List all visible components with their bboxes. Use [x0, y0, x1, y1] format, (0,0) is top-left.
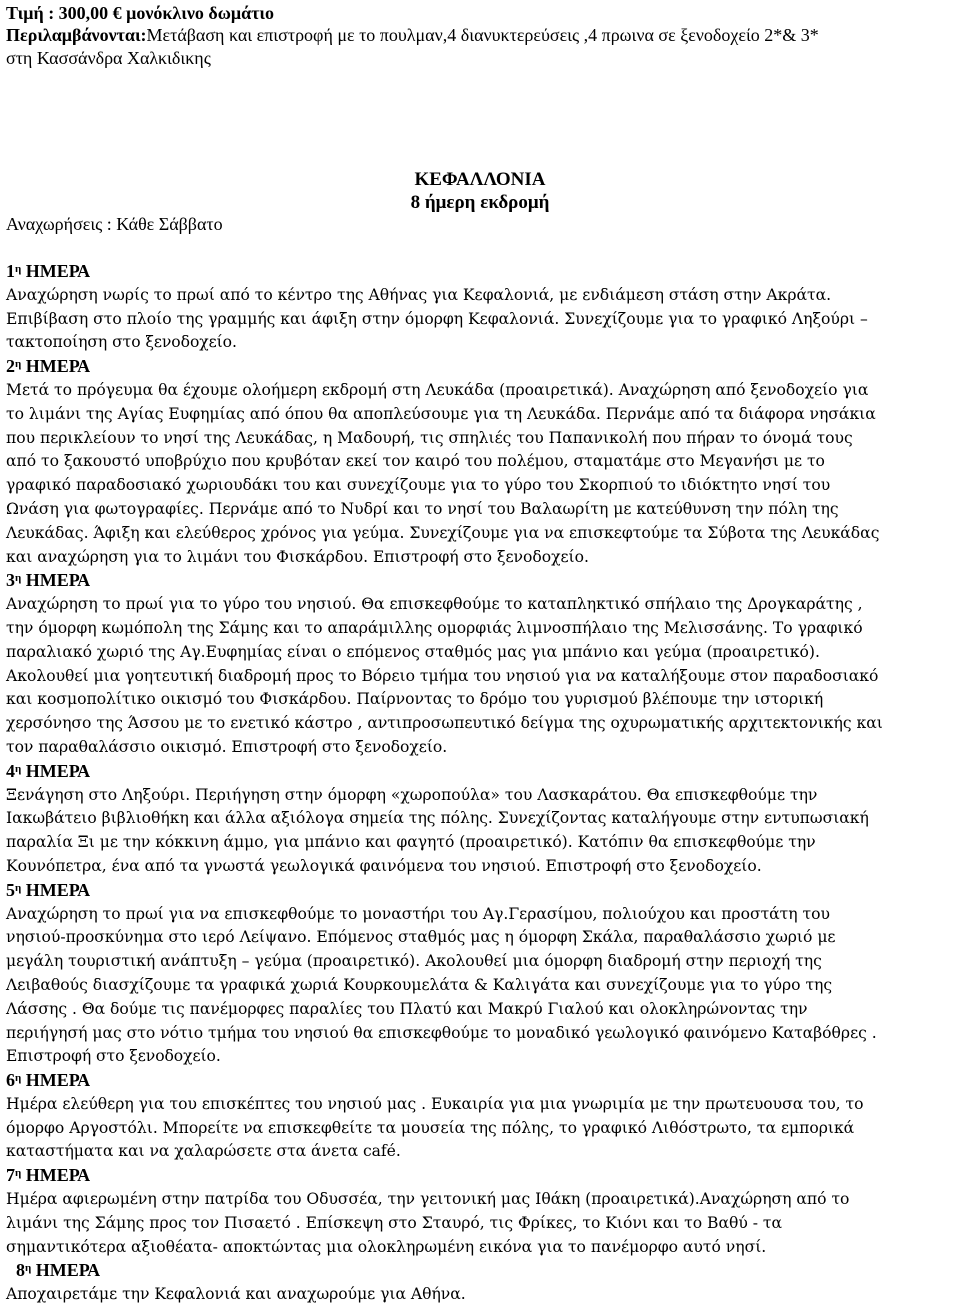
day-text-line: νησιού-προσκύνημα στο ιερό Λείψανο. Επόμενος σταθμός μας η όμορφη Σκάλα, παραθαλάσσιο χωριό με — [6, 928, 836, 947]
day-text-line: Κουνόπετρα, ένα από τα γνωστά γεωλογικά φαινόμενα του νησιού. Επιστροφή στο ξενοδοχείο. — [6, 856, 762, 875]
day-ordinal: η — [15, 762, 22, 775]
day-word: ΗΜΕΡΑ — [21, 760, 91, 781]
day-text-line: Λειβαθούς διασχίζουμε τα γραφικά χωριά Κουρκουμελάτα & Καλιγάτα και συνεχίζουμε για το γύρο της — [6, 975, 833, 994]
day-text-line: Ακολουθεί μια γοητευτική διαδρομή προς το Βόρειο τμήμα του νησιού για να καταλήξουμε στον παραδοσιακό — [6, 666, 879, 685]
day-text-line: Ωνάση για φωτογραφίες. Περνάμε από το Νυδρί και το νησί του Βαλαωρίτη με κατεύθυνση την πόλη της — [6, 499, 839, 518]
includes-line-2 — [6, 47, 211, 70]
day-word: ΗΜΕΡΑ — [31, 1260, 101, 1281]
day-ordinal: η — [25, 1262, 32, 1275]
day-word: ΗΜΕΡΑ — [21, 356, 91, 377]
day-text-line: τακτοποίηση στο ξενοδοχείο. — [6, 333, 237, 352]
day-number: 1 — [6, 261, 15, 281]
day-text-line: από το ξακουστό υποβρύχιο που κρυβόταν εκεί τον καιρό του πολέμου, σταματάμε στο Μεγανήσι με το — [6, 452, 825, 471]
day-word: ΗΜΕΡΑ — [21, 1165, 91, 1186]
day-text-line: καταστήματα και να χαλαρώσετε στα άνετα café. — [6, 1142, 401, 1161]
includes-text: Μετάβαση και επιστροφή με το πουλμαν,4 διανυκτερεύσεις ,4 πρωινα σε ξενοδοχείο 2*& 3* — [146, 25, 819, 45]
day-ordinal: η — [15, 263, 22, 275]
price-text: Τιμή : 300,00 € μονόκλινο δωμάτιο — [6, 3, 275, 23]
itinerary — [6, 260, 958, 1307]
day-text-line: παραλιακό χωριό της Αγ.Ευφημίας είναι ο επόμενος σταθμός μας για μπάνιο και γεύμα (προαιρετικό). — [6, 642, 820, 661]
day-ordinal: η — [15, 572, 22, 585]
tour-title: ΚΕΦΑΛΛΟΝΙΑ — [414, 169, 546, 190]
day-heading — [6, 260, 958, 284]
day-text-line: Επιστροφή στο ξενοδοχείο. — [6, 1047, 221, 1066]
day-text-line: Ιακωβάτειο βιβλιοθήκη και άλλα αξιόλογα σημεία της πόλης. Συνεχίζοντας καταλήγουμε στην εντυπωσιακή — [6, 809, 869, 828]
day-text-line: Λάσσης . Θα δούμε τις πανέμορφες παραλίες του Πλατύ και Μακρύ Γιαλού και ολοκληρώνοντας την — [6, 999, 808, 1018]
day-text-line: το λιμάνι της Αγίας Ευφημίας από όπου θα αποπλεύσουμε για τη Λευκάδα. Περνάμε από τα διάφορα νησάκια — [6, 404, 876, 423]
includes-line — [6, 24, 819, 47]
day-text-line: Ξενάγηση στο Ληξούρι. Περιήγηση στην όμορφη «χωροπούλα» του Λασκαράτου. Θα επισκεφθούμε την — [6, 785, 818, 804]
day-text-line: γραφικό παραδοσιακό χωριουδάκι του και συνεχίζουμε για το γύρο του Σκορπιού το ιδιόκτητο νησί του — [6, 476, 831, 495]
price-line — [6, 2, 274, 25]
day-ordinal: η — [15, 1072, 22, 1085]
day-word: ΗΜΕΡΑ — [21, 1070, 91, 1091]
day-text-line: Επιβίβαση στο πλοίο της γραμμής και άφιξη στην όμορφη Κεφαλονιά. Συνεχίζουμε για το γραφικό Ληξούρι – — [6, 309, 868, 328]
day-text-line: λιμάνι της Σάμης προς τον Πισαετό . Επίσκεψη στο Σταυρό, τις Φρίκες, το Κιόνι και το Βαθύ - τα — [6, 1213, 783, 1232]
day-text-line: που περικλείουν το νησί της Λευκάδας, η Μαδουρή, τις σπηλιές του Παπανικολή που πήραν το όνομά τους — [6, 428, 853, 447]
day-heading — [6, 355, 958, 379]
day-number: 5 — [6, 879, 15, 900]
day-text-line: μεγάλη τουριστική ανάπτυξη – γεύμα (προαιρετικό). Ακολουθεί μια όμορφη διαδρομή στην περιοχή της — [6, 952, 822, 971]
day-text-line: περιήγησή μας στο νότιο τμήμα του νησιού θα επισκεφθούμε το μοναδικό γεωλογικό φαινόμενο Καταβόθρες . — [6, 1023, 877, 1042]
day-text-line: και κοσμοπολίτικο οικισμό του Φισκάρδου. Παίρνοντας το δρόμο του γυρισμού βλέπουμε την ιστορική — [6, 690, 824, 709]
day-heading — [6, 760, 958, 784]
departures-text: Αναχωρήσεις : Κάθε Σάββατο — [6, 214, 223, 234]
day-text-line: Λευκάδας. Άφιξη και ελεύθερος χρόνος για γεύμα. Συνεχίζουμε για να επισκεφτούμε τα Σύβοτα της Λευκάδας — [6, 523, 880, 542]
day-heading — [6, 1069, 958, 1093]
day-number: 3 — [6, 570, 15, 591]
day-heading — [6, 1164, 958, 1188]
tour-subtitle: 8 ήμερη εκδρομή — [410, 192, 550, 213]
includes-label: Περιλαμβάνονται: — [6, 25, 147, 45]
day-text-line: Μετά το πρόγευμα θα έχουμε ολοήμερη εκδρομή στη Λευκάδα (προαιρετικά). Αναχώρηση από ξενοδοχείο για — [6, 380, 869, 399]
day-text-line: και αναχώρηση για το λιμάνι του Φισκάρδου. Επιστροφή στο ξενοδοχείο. — [6, 547, 589, 566]
day-text-line: Αναχώρηση το πρωί για να επισκεφθούμε το μοναστήρι του Αγ.Γερασίμου, πολιούχου και προστάτη του — [6, 904, 830, 923]
day-number: 6 — [6, 1070, 15, 1091]
day-text-line: την όμορφη κωμόπολη της Σάμης και το απαράμιλλης ομορφιάς λιμνοσπήλαιο της Μελισσάνης. Το γραφικό — [6, 618, 863, 637]
day-text-line: Αναχώρηση το πρωί για το γύρο του νησιού. Θα επισκεφθούμε το καταπληκτικό σπήλαιο της Δρογκαράτης , — [6, 595, 863, 614]
day-ordinal: η — [15, 358, 22, 371]
day-number: 2 — [6, 356, 15, 377]
day-text-line: σημαντικότερα αξιοθέατα- αποκτώντας μια ολοκληρωμένη εικόνα για το πανέμορφο αυτό νησί. — [6, 1237, 767, 1256]
day-heading — [6, 1259, 958, 1283]
day-number: 4 — [6, 760, 15, 781]
includes-text-2: στη Κασσάνδρα Χαλκιδικης — [6, 48, 211, 68]
day-text-line: παραλία Ξι με την κόκκινη άμμο, για μπάνιο και φαγητό (προαιρετικό). Κατόπιν θα επισκεφθούμε την — [6, 833, 816, 852]
day-word: ΗΜΕΡΑ — [21, 570, 91, 591]
day-word: ΗΜΕΡΑ — [21, 879, 91, 900]
day-heading — [6, 879, 958, 903]
day-text-line: χερσόνησο της Άσσου με το ενετικό κάστρο , αντιπροσωπευτικό δείγμα της οχυρωματικής αρχιτεκτονικής και — [6, 714, 883, 733]
day-text-line: όμορφο Αργοστόλι. Μπορείτε να επισκεφθείτε τα μουσεία της πόλης, το γραφικό Λιθόστρωτο, τα εμπορικά — [6, 1118, 855, 1137]
day-text-line: Ημέρα αφιερωμένη στην πατρίδα του Οδυσσέα, την γειτονική μας Ιθάκη (προαιρετικά).Αναχώρηση από το — [6, 1190, 850, 1209]
day-text-line: Αποχαιρετάμε την Κεφαλονιά και αναχωρούμε για Αθήνα. — [6, 1285, 466, 1304]
day-text-line: Αναχώρηση νωρίς το πρωί από το κέντρο της Αθήνας για Κεφαλονιά, με ενδιάμεση στάση στην Ακράτα. — [6, 285, 832, 304]
day-number: 7 — [6, 1165, 15, 1186]
day-ordinal: η — [15, 1167, 22, 1180]
day-heading — [6, 569, 958, 593]
day-text-line: τον παραθαλάσσιο οικισμό. Επιστροφή στο ξενοδοχείο. — [6, 737, 448, 756]
day-number: 8 — [16, 1260, 25, 1281]
day-text-line: Ημέρα ελεύθερη για του επισκέπτες του νησιού μας . Ευκαιρία για μια γνωριμία με την πρωτευουσα του, το — [6, 1094, 864, 1113]
day-word: ΗΜΕΡΑ — [21, 261, 91, 281]
day-ordinal: η — [15, 881, 22, 894]
